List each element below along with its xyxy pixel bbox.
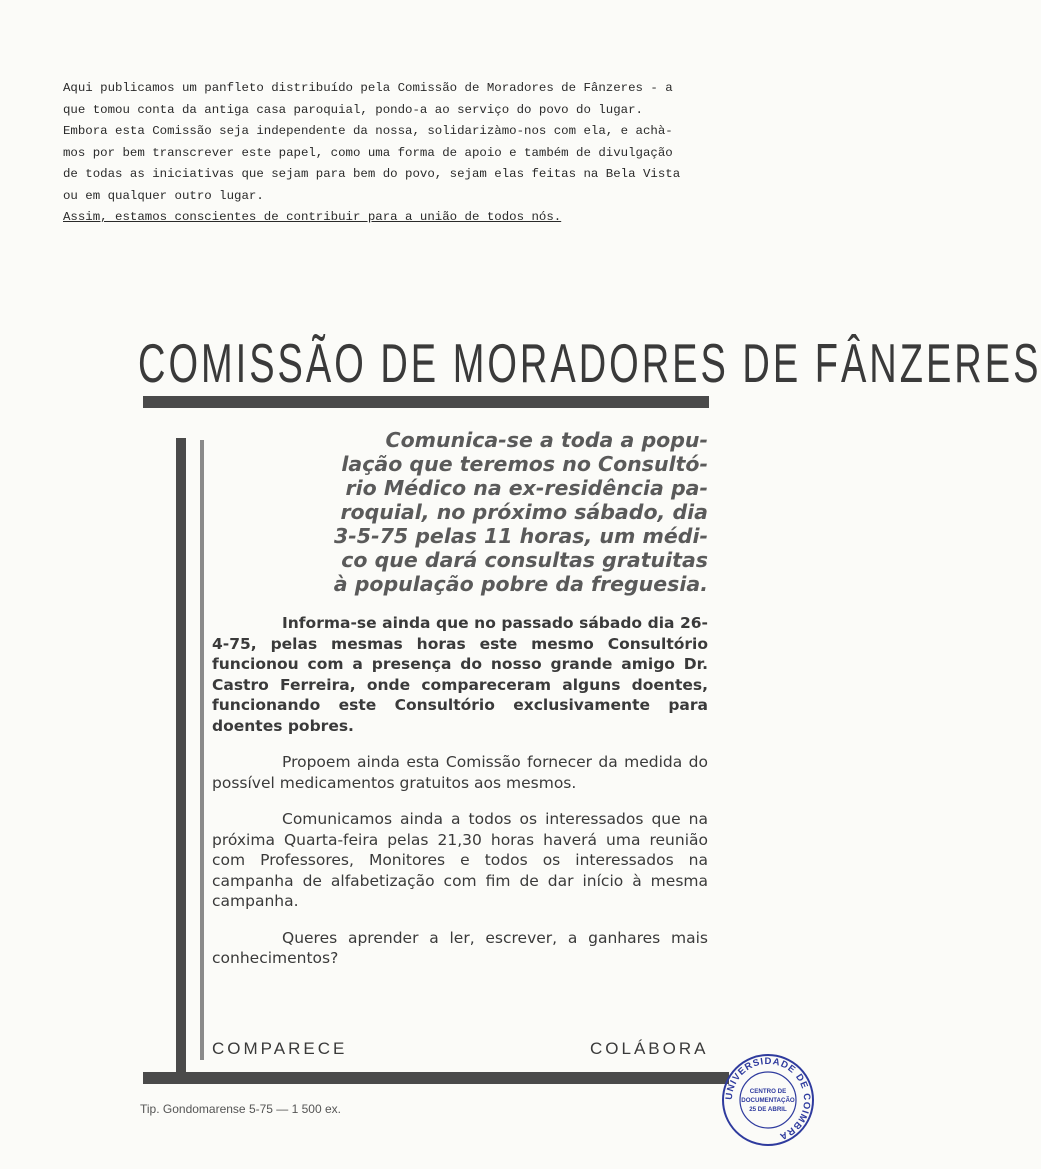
- announcement-lead: [238, 428, 708, 596]
- leaflet-title: COMISSÃO DE MORADORES DE FÂNZERES: [138, 334, 1041, 395]
- stamp-line: 25 DE ABRIL: [749, 1106, 787, 1113]
- paragraph: Queres aprender a ler, escrever, a ganhares mais conhecimentos?: [212, 928, 708, 967]
- intro-text: [63, 78, 763, 229]
- side-bar-thin: [200, 440, 204, 1060]
- intro-line: Aqui publicamos um panfleto distribuído pela Comissão de Moradores de Fânzeres - a: [63, 81, 673, 95]
- lead-line: à população pobre da freguesia.: [333, 572, 708, 596]
- paragraph: Propoem ainda esta Comissão fornecer da medida do possível medicamentos gratuitos aos mesmos.: [212, 753, 708, 792]
- stamp-line: DOCUMENTAÇÃO: [741, 1097, 795, 1104]
- lead-line: co que dará consultas gratuitas: [341, 548, 708, 572]
- lead-line: lação que teremos no Consultó-: [341, 452, 708, 476]
- intro-line: mos por bem transcrever este papel, como uma forma de apoio e também de divulgação: [63, 145, 673, 160]
- stamp-line: CENTRO DE: [749, 1088, 787, 1095]
- sign-colabora: COLÁBORA: [590, 1039, 709, 1058]
- intro-line: ou em qualquer outro lugar.: [63, 188, 264, 203]
- intro-line: de todas as iniciativas que sejam para bem do povo, sejam elas feitas na Bela Vista: [63, 167, 681, 181]
- lead-line: roquial, no próximo sábado, dia: [340, 500, 708, 524]
- paragraph: Comunicamos ainda a todos os interessados que na próxima Quarta-feira pelas 21,30 horas haverá uma reunião com Professores, Monitores e todos os interessados na campanha de alfabetização com fim de dar início à mesma campanha.: [212, 810, 708, 910]
- announcement-body: [212, 613, 708, 985]
- divider-bar-bottom: [143, 1072, 729, 1084]
- university-stamp: [720, 1052, 816, 1148]
- lead-line: Comunica-se a toda a popu-: [385, 428, 708, 452]
- paragraph: Informa-se ainda que no passado sábado dia 26-4-75, pelas mesmas horas este mesmo Consultório funcionou com a presença do nosso grande amigo Dr. Castro Ferreira, onde compareceram alguns doentes, funcionando este Consultório exclusivamente para doentes pobres.: [212, 614, 708, 735]
- lead-line: rio Médico na ex-residência pa-: [345, 476, 708, 500]
- printer-credit: Tip. Gondomarense 5-75 — 1 500 ex.: [140, 1102, 341, 1116]
- intro-line: Embora esta Comissão seja independente da nossa, solidarizàmo-nos com ela, e achà-: [63, 124, 673, 138]
- divider-bar: [143, 396, 709, 408]
- side-bar: [176, 438, 186, 1072]
- stamp-ring-text: UNIVERSIDADE DE COIMBRA: [723, 1055, 813, 1143]
- sign-comparece: COMPARECE: [212, 1039, 348, 1058]
- lead-line: 3-5-75 pelas 11 horas, um médi-: [334, 524, 708, 548]
- intro-line: que tomou conta da antiga casa paroquial, pondo-a ao serviço do povo do lugar.: [63, 102, 643, 117]
- intro-closing: Assim, estamos conscientes de contribuir para a união de todos nós.: [63, 210, 562, 224]
